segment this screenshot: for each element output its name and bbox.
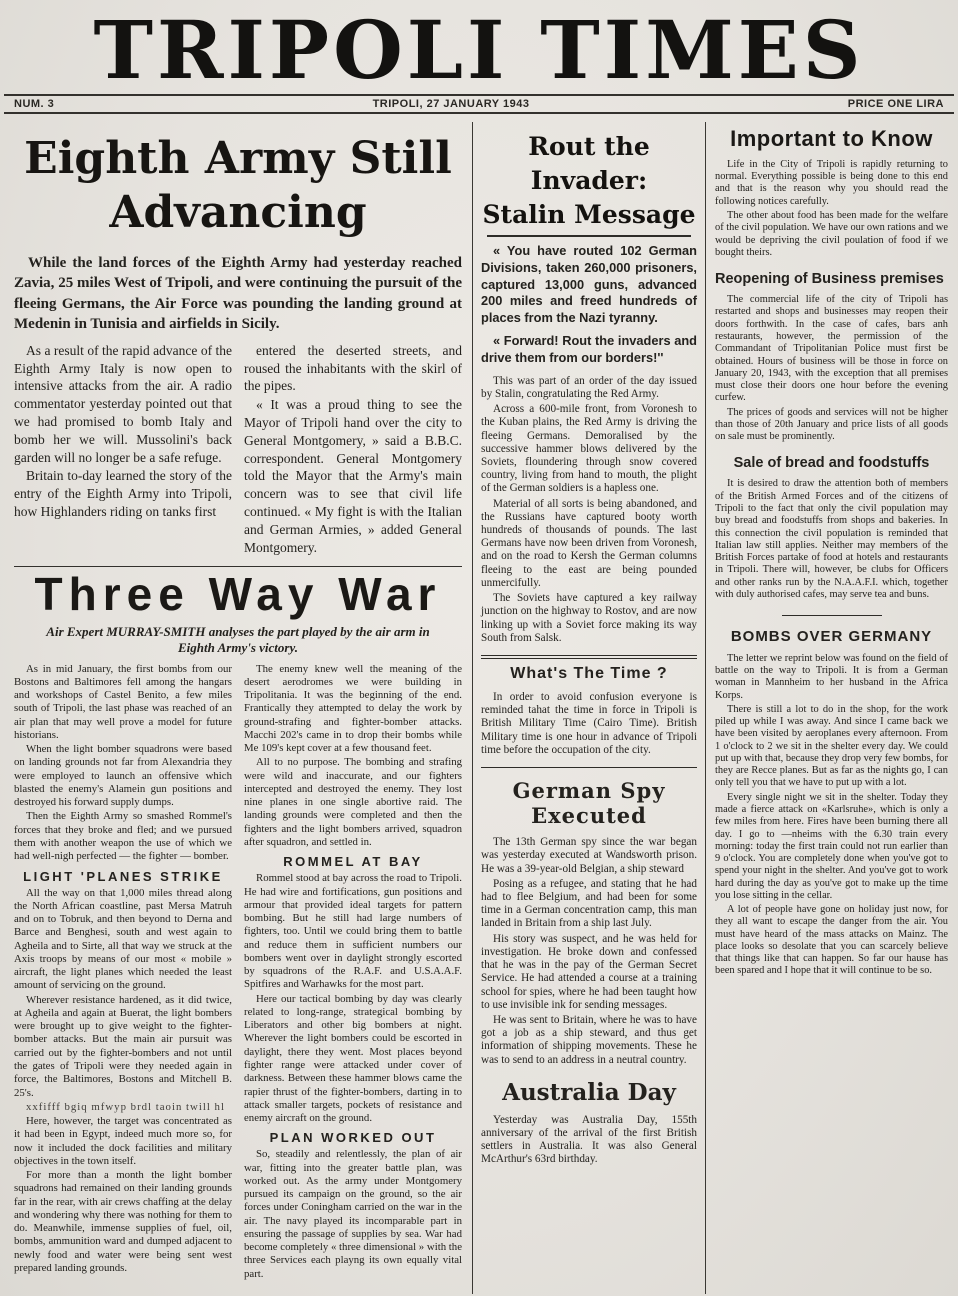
article-paragraph: So, steadily and relentlessly, the plan of air war, fitting into the greater battle plan, was worked out. As the army under Montgomery pursued its campaign on the ground, so the air forces under Coningham carried on the war in the air. The navy played its incomparable part in ensuring the passage of supplies by sea. War had become completely « three dimensional » with the three Services each playng its own equally vital part. xyxy=(244,1148,462,1280)
article-paragraph: Yesterday was Australia Day, 155th anniversary of the arrival of the first British settlers in Australia. It was also General McArthur's 63rd birthday. xyxy=(481,1113,697,1166)
article-paragraph: When the light bomber squadrons were based on landing grounds not far from Alexandria they were employed to launch an offensive which blasted the enemy's Alamein gun positions and destroyed his forward supply dumps. xyxy=(14,743,232,809)
dateline-text: TRIPOLI, 27 JANUARY 1943 xyxy=(372,98,530,110)
notice-sale-of-bread xyxy=(715,455,948,601)
article-paragraph: The enemy knew well the meaning of the desert aerodromes we were building in Tripolitania. It was the beginning of the end. Frantically they attempted to delay the work by ground-strafing and fighter-bomber attacks. Macchi 202's came in to drop their bombs while Me 109's kept cover at a few thousand feet. xyxy=(244,662,462,755)
three-way-war-column-1 xyxy=(14,663,232,1281)
reopening-heading: Reopening of Business premises xyxy=(715,271,944,288)
stalin-body xyxy=(481,375,697,645)
stalin-quote xyxy=(481,243,697,366)
article-important-to-know xyxy=(715,126,948,259)
article-paragraph: Posing as a refugee, and stating that he had had to flee Belgium, and had been for some time in a German concentration camp, this man landed in Britain from a ship last July. xyxy=(481,877,697,930)
australia-day-heading: Australia Day xyxy=(502,1078,676,1106)
article-eighth-army xyxy=(14,132,462,556)
eighth-army-column-2 xyxy=(244,342,462,557)
whats-the-time-body xyxy=(481,691,697,757)
german-spy-heading: German Spy Executed xyxy=(512,778,666,829)
price-text: PRICE ONE LIRA xyxy=(847,98,944,110)
middle-column xyxy=(472,122,706,1294)
article-paragraph: As a result of the rapid advance of the Eighth Army Italy is now open to intensive attacks from the air. A radio commentator yesterday pointed out that we had promised to bomb Italy and bomb her we will. Mussolini's back garden will no longer be a safe refuge. xyxy=(14,342,232,465)
article-paragraph: This was part of an order of the day issued by Stalin, congratulating the Red Army. xyxy=(481,374,697,400)
article-paragraph: As in mid January, the first bombs from our Bostons and Baltimores fell among the hangars and workshops of Castel Benito, a few miles south of Tripoli, the last phase was reached of an air plan that may well prove a model for future historians. xyxy=(14,662,232,741)
australia-day-body xyxy=(481,1114,697,1167)
article-german-spy xyxy=(481,778,697,1067)
issue-number: NUM. 3 xyxy=(14,98,55,110)
three-way-war-columns xyxy=(14,663,462,1281)
article-paragraph: Material of all sorts is being abandoned, and the Russians have captured booty worth hundreds of thousands of pounds. The last Germans have now been driven from Voronesh, and on the road to Kersh the German columns fleeing to the east are being pounded unmercifully. xyxy=(481,497,697,589)
whats-the-time-heading: What's The Time ? xyxy=(510,665,668,682)
article-paragraph: The letter we reprint below was found on the field of battle on the way to Tripoli. It is from a German woman in Mannheim to her husband in the Africa Korps. xyxy=(715,652,948,701)
masthead-title: TRIPOLI TIMES xyxy=(93,3,865,97)
article-paragraph: Then the Eighth Army so smashed Rommel's forces that they broke and fled; and we pursued them with another weapon the use of which we had well-nigh perfected — the fighter — bomber. xyxy=(14,810,232,863)
article-australia-day xyxy=(481,1079,697,1167)
article-whats-the-time xyxy=(481,655,697,768)
headline-line: Stalin Message xyxy=(482,199,696,229)
eighth-army-lead: While the land forces of the Eighth Army had yesterday reached Zavia, 25 miles West of Tripoli, and were continuing the pursuit of the fleeing Germans, the Air Force was pounding the landing ground at Medenin in Tunisia and airfields in Sicily. xyxy=(14,255,462,332)
article-paragraph: « It was a proud thing to see the Mayor of Tripoli hand over the city to General Montgomery, » said a B.B.C. correspondent. General Montgomery told the Mayor that the Army's main concern was to see that civil life continued. « My fight is with the Italian and German Armies, » added General Montgomery. xyxy=(244,397,462,555)
article-paragraph: entered the deserted streets, and roused the inhabitants with the skirl of the pipes. xyxy=(244,342,462,394)
article-paragraph: He was sent to Britain, where he was to have got a job as a ship steward, and thus get information of shipping movements. These he was to send to an address in a neutral country. xyxy=(481,1013,697,1066)
eighth-army-column-1 xyxy=(14,342,232,557)
article-paragraph: There is still a lot to do in the shop, for the work piled up while I was away. And since I came back we have been visited by aeroplanes every afternoon. From 1 o'clock to 2 we sit in the shelter every day. We could put up with that, because they drop very few bombs, for they are Recce planes. But as far as the nights go, I can only tell you that we have to put up with a lot. xyxy=(715,703,948,789)
article-paragraph: All the way on that 1,000 miles thread along the North African coastline, past Mersa Matruh and on to Tobruk, and then beyond to Derna and Barce and Benghesi, south and west again to Agheila and to Sirte, all that way we struck at the Axis troops by means of our most « mobile » aircraft, the light planes which needed the least amount of servicing on the ground. xyxy=(14,886,232,992)
headline-line: Advancing xyxy=(109,186,367,238)
article-paragraph: All to no purpose. The bombing and strafing were wild and inaccurate, and our fighters intercepted and destroyed the enemy. They lost nine planes in one single abortive raid. The landing grounds were completed and then the fighters and the light bombers arrived, squadron after squadron, and settled in. xyxy=(244,756,462,849)
article-paragraph: Life in the City of Tripoli is rapidly returning to normal. Everything possible is being done to this end and that is the reason why you should read the following notices carefully. xyxy=(715,158,948,207)
article-paragraph: Rommel stood at bay across the road to Tripoli. He had wire and fortifications, gun positions and armour that provided ideal targets for pattern bombing. But he still had large numbers of fighters, too. Until we could bring them to battle and reduce them in sufficient numbers our bombers went over in daylight strongly escorted by squadrons of the R.A.F. and U.S.A.A.F. Spitfires and Warhawks for the most part. xyxy=(244,872,462,991)
dateline-bar xyxy=(4,94,954,114)
article-paragraph: His story was suspect, and he was held for investigation. He broke down and confessed that he was in the pay of the German Secret Service. He had attended a course at a training school for spies, where he had been taught how to use invisible ink for sending messages. xyxy=(481,932,697,1011)
headline-line: Rout the Invader: xyxy=(528,132,650,195)
garbled-print-line: xxfifff bgiq mfwyp brdl taoin twill hl xyxy=(26,1100,225,1113)
article-paragraph: In order to avoid confusion everyone is reminded tahat the time in force in Tripoli is British Military Time (Cairo Time). British Military time is one hour in advance of Tripoli time before the occupation of the city. xyxy=(481,691,697,756)
section-divider xyxy=(782,615,882,616)
article-paragraph: Every single night we sit in the shelter. Today they made a fierce attack on «Karlsruhe», which is only a few miles from here. Fires have been burning there all day. I go to —nheims with the 6.30 train every morning: today the first train could not run earlier than 9 o'clock. You are completely done when you've got to spend your night in the shelter. And you've got to work hard during the day as you've got to make up the time you lose sitting in the cellar. xyxy=(715,791,948,901)
article-paragraph: The commercial life of the city of Tripoli has restarted and shops and businesses may reopen their doors forthwith. In the case of cafes, bars anh restaurants, however, the permission of the Commandant of Tripolitanian Police must first be obtained. Hours of business will be those in force on January 20, 1943, with the exception that all premises must close their doors one hour before the evening curfew. xyxy=(715,294,948,404)
eighth-army-columns xyxy=(14,342,462,557)
notice-reopening-business xyxy=(715,271,948,443)
article-paragraph: Across a 600-mile front, from Voronesh to the Kuban plains, the Red Army is driving the fleeing Germans. Demoralised by the successive hammer blows delivered by the Soviets, floundering through snow covered country, living from hand to mouth, the plight of the German soldiers is a hapless one. xyxy=(481,403,697,495)
sub-heading-light-planes-strike: LIGHT 'PLANES STRIKE xyxy=(23,868,223,884)
article-paragraph: The prices of goods and services will not be higher than those of 20th January and price lists of all goods on sale must be prominently. xyxy=(715,406,948,443)
article-paragraph: A lot of people have gone on holiday just now, for they all want to escape the danger from the air. You must have heard of the mass attacks on Mainz. The place looks so desolate that you can scarcely believe that things like that can happen. So far our hause has been spared and I hope that it will continue to be so. xyxy=(715,904,948,977)
article-paragraph: Here, however, the target was concentrated as it had been in Egypt, indeed much more so, for now it included the dock facilities and military objectives in the town itself. xyxy=(14,1115,232,1167)
page-content xyxy=(0,114,958,1294)
article-bombs-over-germany xyxy=(715,628,948,978)
article-paragraph: It is desired to draw the attention both of members of the British Armed Forces and of the citizens of Tripoli to the fact that only the civil population may buy bread and foodstuffs from shops and bakeries. In this connection the civil population is reminded that Italian law still applies. Neither may members of the British Forces partake of food at hotels and restaurants in Tripoli. There will, however, be clubs for Officers and other ranks run by the N.A.A.F.I. which, together with duly authorised cafes, may serve tea and buns. xyxy=(715,478,948,600)
three-way-war-column-2 xyxy=(244,663,462,1281)
sub-heading-plan-worked-out: PLAN WORKED OUT xyxy=(269,1130,437,1146)
article-paragraph: The Soviets have captured a key railway junction on the highway to Rostov, and are now linking up with a Soviet force making its way South from Salsk. xyxy=(481,592,697,644)
three-way-war-headline: Three Way War xyxy=(34,568,442,621)
right-column xyxy=(706,122,948,1294)
article-paragraph: The 13th German spy since the war began was yesterday executed at Wandsworth prison. He was a 39-year-old Belgian, a ship steward xyxy=(481,836,697,875)
left-section xyxy=(14,122,472,1294)
german-spy-body xyxy=(481,836,697,1067)
sale-of-bread-heading: Sale of bread and foodstuffs xyxy=(733,455,930,472)
article-three-way-war xyxy=(14,566,462,1280)
bombs-over-germany-heading: BOMBS OVER GERMANY xyxy=(730,628,933,646)
important-to-know-heading: Important to Know xyxy=(730,126,933,151)
stalin-headline xyxy=(481,130,697,231)
three-way-war-byline: Air Expert MURRAY-SMITH analyses the part played by the air arm in Eighth Army's victory. xyxy=(46,624,430,656)
article-paragraph: Wherever resistance hardened, as it did twice, at Agheila and again at Buerat, the light bombers were brought up to give weight to the fighter-bomber attacks. But the main air pursuit was carried out by the fighter-bombers and not until the gates of Tripoli were they needed again in force, the Baltimores, Bostons and Mitchell B. 25's. xyxy=(14,993,232,1099)
article-stalin-message xyxy=(481,130,697,645)
article-paragraph: The other about food has been made for the welfare of the civil population. We have our own rations and we would be depriving the civil poulation of food if we bought theirs. xyxy=(715,210,948,258)
eighth-army-headline xyxy=(14,132,462,239)
sub-heading-rommel-at-bay: ROMMEL AT BAY xyxy=(283,854,423,870)
quote-paragraph: « You have routed 102 German Divisions, taken 260,000 prisoners, captured 13,000 guns, advanced 200 miles and freed hundreds of places from the Nazi tyranny. xyxy=(481,243,697,325)
headline-rule xyxy=(487,235,691,237)
article-paragraph: Britain to-day learned the story of the entry of the Eighth Army into Tripoli, how Highlanders riding on tanks first xyxy=(14,468,232,520)
quote-paragraph: « Forward! Rout the invaders and drive them from our borders!'' xyxy=(481,333,697,365)
headline-line: Eighth Army Still xyxy=(24,133,452,184)
article-paragraph: For more than a month the light bomber squadrons had remained on their landing grounds far in the rear, with air crews chaffing at the delay and wondering why there was nothing for them to do. Meanwhile, immense supplies of fuel, oil, bombs, ammunition ward and dumped adjacent to newly food and water were being sent west prepared landing grounds. xyxy=(14,1169,232,1274)
article-paragraph: Here our tactical bombing by day was clearly related to long-range, strategical bombing by Liberators and other big bombers at night. Wherever the light bombers could be escorted in daylight, there they went. Most places beyond fighter range were attacked under cover of darkness. Between these hammer blows came the rapier thrust of the fighter-bombers, darting in to attack smaller targets, pockets of resistance and enemy aircraft on the ground. xyxy=(244,992,462,1125)
